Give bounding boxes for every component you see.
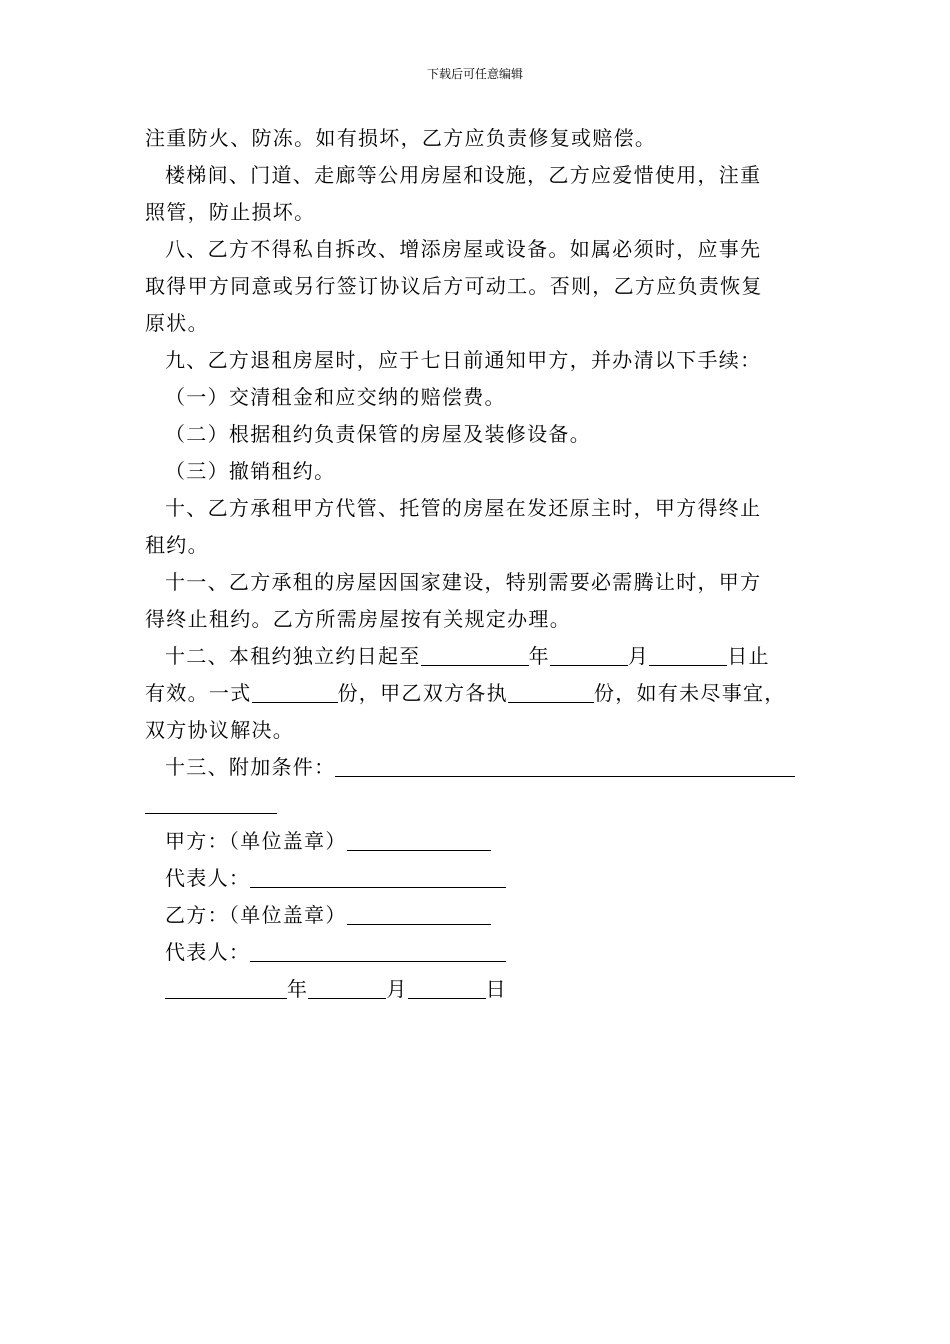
blank-end-day[interactable]: [649, 645, 727, 666]
paragraph-public-facilities-line2: 照管，防止损坏。: [145, 200, 316, 224]
clause-13-line2: [145, 786, 825, 823]
rep-a-line: [145, 860, 825, 897]
date-day-field[interactable]: [408, 978, 486, 999]
clause-12-text-g: 份，如有未尽事宜，: [593, 681, 786, 705]
clause-12-line1: [145, 638, 825, 675]
rep-b-signature-field[interactable]: [250, 941, 506, 962]
party-b-seal-field[interactable]: [347, 904, 491, 925]
clause-12-text-d: 日止: [727, 644, 770, 668]
rep-a-signature-field[interactable]: [250, 867, 506, 888]
clause-11-line1: 十一、乙方承租的房屋因国家建设，特别需要必需腾让时，甲方: [165, 570, 762, 594]
date-day-label: 日: [485, 977, 507, 1001]
blank-additional-terms[interactable]: [335, 756, 795, 777]
rep-b-line: [145, 934, 825, 971]
clause-12-text-e: 有效。一式: [145, 681, 252, 705]
clause-12-text-b: 年: [528, 644, 550, 668]
blank-additional-terms-cont[interactable]: [145, 793, 277, 814]
clause-8-line2: 取得甲方同意或另行签订协议后方可动工。否则，乙方应负责恢复: [145, 274, 763, 298]
date-year-field[interactable]: [165, 978, 287, 999]
paragraph-fire-prevention: 注重防火、防冻。如有损坏，乙方应负责修复或赔偿。: [145, 126, 657, 150]
date-month-field[interactable]: [308, 978, 386, 999]
document-body: [145, 120, 825, 1008]
clause-9-item-2: （二）根据租约负责保管的房屋及装修设备。: [165, 422, 591, 446]
blank-end-year[interactable]: [421, 645, 529, 666]
clause-13-line1: [145, 749, 825, 786]
date-month-label: 月: [386, 977, 408, 1001]
clause-8-line3: 原状。: [145, 311, 209, 335]
rep-a-label: 代表人：: [165, 866, 251, 890]
clause-11-line2: 得终止租约。乙方所需房屋按有关规定办理。: [145, 607, 571, 631]
party-a-seal-field[interactable]: [347, 830, 491, 851]
date-year-label: 年: [287, 977, 309, 1001]
clause-12-text-f: 份，甲乙双方各执: [337, 681, 508, 705]
clause-9-item-1: （一）交清租金和应交纳的赔偿费。: [165, 385, 506, 409]
clause-13-label: 十三、附加条件：: [165, 755, 336, 779]
clause-10-line2: 租约。: [145, 533, 209, 557]
rep-b-label: 代表人：: [165, 940, 251, 964]
clause-12-line3: 双方协议解决。: [145, 718, 295, 742]
paragraph-public-facilities-line1: 楼梯间、门道、走廊等公用房屋和设施，乙方应爱惜使用，注重: [165, 163, 762, 187]
party-a-label: 甲方：（单位盖章）: [165, 829, 347, 853]
page-header: 下载后可任意编辑: [426, 67, 523, 81]
clause-12-line2: [145, 675, 825, 712]
signature-block: [145, 823, 825, 1008]
clause-9-item-3: （三）撤销租约。: [165, 459, 336, 483]
blank-copies-each[interactable]: [508, 682, 594, 703]
party-a-line: [145, 823, 825, 860]
blank-end-month[interactable]: [550, 645, 628, 666]
party-b-label: 乙方：（单位盖章）: [165, 903, 347, 927]
blank-copies-total[interactable]: [252, 682, 338, 703]
party-b-line: [145, 897, 825, 934]
clause-8-line1: 八、乙方不得私自拆改、增添房屋或设备。如属必须时，应事先: [165, 237, 762, 261]
clause-10-line1: 十、乙方承租甲方代管、托管的房屋在发还原主时，甲方得终止: [165, 496, 762, 520]
clause-12-text-c: 月: [627, 644, 650, 668]
clause-12-text-a: 十二、本租约独立约日起至: [165, 644, 421, 668]
date-line: [145, 971, 825, 1008]
clause-9: 九、乙方退租房屋时，应于七日前通知甲方，并办清以下手续：: [165, 348, 762, 372]
